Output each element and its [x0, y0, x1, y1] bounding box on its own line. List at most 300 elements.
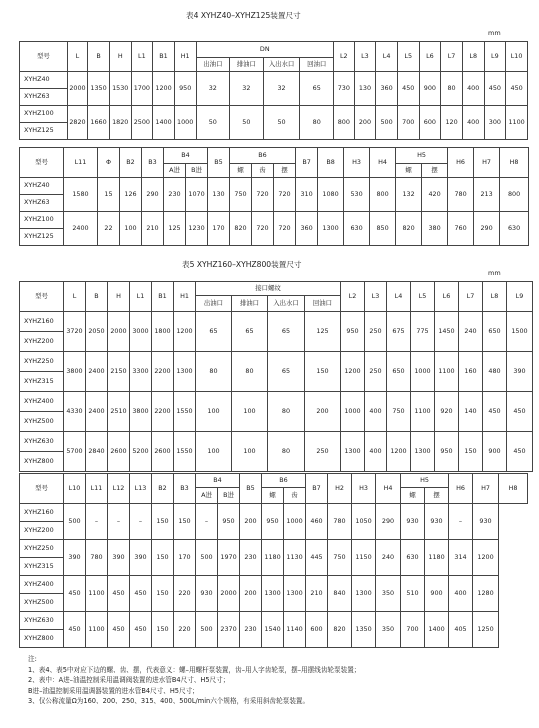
table-cell: 螺 [230, 164, 252, 178]
table-cell: 920 [435, 392, 459, 432]
table-cell: 1250 [473, 612, 499, 648]
table-cell: 780 [328, 504, 352, 540]
table-cell: H4 [376, 474, 401, 504]
table-cell: B5 [240, 474, 262, 504]
table-cell: 1820 [109, 106, 131, 140]
table-cell: – [449, 504, 473, 540]
table-cell: 900 [425, 576, 449, 612]
table-cell: 450 [397, 72, 419, 106]
table-row [20, 432, 533, 452]
note-line: B进–油温控制采用温调器装置的进水管B4尺寸、H5尺寸； [28, 686, 199, 695]
table-cell: 32 [263, 72, 300, 106]
table-cell: XYHZ400 [20, 392, 64, 412]
table-cell: 1700 [131, 72, 153, 106]
table-cell: 80 [300, 106, 334, 140]
table-cell: L1 [131, 42, 153, 72]
table5-unit: mm [488, 269, 501, 277]
table-cell: 240 [459, 312, 483, 352]
table-cell: 齿 [252, 164, 274, 178]
table-cell: 700 [397, 106, 419, 140]
table-cell: 675 [387, 312, 411, 352]
table5-part2 [19, 473, 528, 648]
table-cell: 型号 [20, 42, 68, 72]
table-cell: 450 [506, 72, 528, 106]
table-cell: 1130 [284, 540, 306, 576]
table-cell: 450 [108, 576, 130, 612]
table-cell: XYHZ40 [20, 178, 64, 195]
table-cell: 2050 [86, 312, 108, 352]
table-cell: 2510 [108, 392, 130, 432]
table-cell: XYHZ800 [20, 452, 64, 472]
table-cell: 1180 [425, 540, 449, 576]
table-cell: L10 [506, 42, 528, 72]
table-cell: 3000 [130, 312, 152, 352]
table-cell: 1970 [218, 540, 240, 576]
table-cell: XYHZ200 [20, 332, 64, 352]
table-cell: 800 [500, 178, 529, 212]
table-cell: 350 [376, 612, 401, 648]
table-cell: 接口螺纹 [196, 282, 341, 296]
table-cell: H6 [449, 474, 473, 504]
table-cell: 1100 [435, 352, 459, 392]
table-cell: 210 [306, 576, 328, 612]
table-cell: H5 [401, 474, 449, 488]
table-cell: 850 [370, 212, 396, 246]
table-cell: 摆 [425, 488, 449, 504]
table-cell: 入出水口 [263, 58, 300, 72]
table-cell: H3 [352, 474, 376, 504]
table-cell: B进 [218, 488, 240, 504]
table-cell: 630 [344, 212, 370, 246]
table-cell: L3 [354, 42, 376, 72]
table-cell: B4 [196, 474, 240, 488]
table-cell: XYHZ100 [20, 212, 64, 229]
table-cell: 1100 [86, 576, 108, 612]
table-cell: 450 [130, 576, 152, 612]
table-cell: 15 [98, 178, 120, 212]
table-cell: 排油口 [230, 58, 264, 72]
table-cell: 型号 [20, 282, 64, 312]
table-cell: 314 [449, 540, 473, 576]
table-cell: 80 [232, 352, 268, 392]
table-cell: 400 [365, 392, 387, 432]
table-cell: 445 [306, 540, 328, 576]
table-cell: L3 [365, 282, 387, 312]
table-cell: 摆 [274, 164, 296, 178]
table-cell: 100 [232, 432, 268, 472]
table-cell: 150 [459, 432, 483, 472]
table-cell: 5200 [130, 432, 152, 472]
table-cell: XYHZ500 [20, 412, 64, 432]
table-cell: 220 [174, 612, 196, 648]
table-cell: 1300 [352, 576, 376, 612]
table-cell: 405 [449, 612, 473, 648]
table-cell: 65 [196, 312, 232, 352]
table-cell: 1080 [318, 178, 344, 212]
table-cell: 800 [370, 178, 396, 212]
note-line: 2、表中：A进–油温控制采用温调阀装置的进水管B4尺寸、H5尺寸； [28, 676, 230, 685]
table-cell: 360 [376, 72, 398, 106]
table-cell: 820 [328, 612, 352, 648]
table-cell: XYHZ250 [20, 540, 64, 558]
table-cell: XYHZ250 [20, 352, 64, 372]
table-cell: 2370 [218, 612, 240, 648]
table-cell: 型号 [20, 474, 64, 504]
table-cell: 500 [376, 106, 398, 140]
table-cell: L11 [86, 474, 108, 504]
table-cell: 930 [401, 504, 425, 540]
table-cell: 500 [196, 612, 218, 648]
table-cell: 2600 [108, 432, 130, 472]
table-cell: 2840 [86, 432, 108, 472]
note-line: 注: [28, 655, 37, 663]
table-cell: XYHZ630 [20, 612, 64, 630]
table-cell: 170 [174, 540, 196, 576]
table-row [20, 72, 528, 89]
table-cell: 1580 [64, 178, 98, 212]
table-cell: 250 [305, 432, 341, 472]
table-cell: B1 [153, 42, 175, 72]
table-cell: 760 [448, 212, 474, 246]
table-cell: 510 [401, 576, 425, 612]
table-cell: 排油口 [232, 296, 268, 312]
table-cell: 螺 [396, 164, 422, 178]
table-cell: 200 [240, 576, 262, 612]
table-cell: 132 [396, 178, 422, 212]
table-cell: 230 [164, 178, 186, 212]
table-cell: L9 [484, 42, 506, 72]
table-cell: 1540 [262, 612, 284, 648]
table-cell: 480 [483, 352, 507, 392]
table-cell: XYHZ125 [20, 229, 64, 246]
table-cell: 630 [401, 540, 425, 576]
table-row [20, 392, 533, 412]
table-cell: B8 [318, 148, 344, 178]
table-cell: B进 [186, 164, 208, 178]
table-row [20, 312, 533, 332]
table-cell: L8 [483, 282, 507, 312]
table-cell: 730 [334, 72, 355, 106]
header-row [20, 282, 533, 296]
table-cell: 720 [252, 212, 274, 246]
table-cell: L12 [108, 474, 130, 504]
table-cell: 2200 [152, 392, 174, 432]
table-cell: H [109, 42, 131, 72]
table-cell: 500 [196, 540, 218, 576]
table-cell: 130 [208, 178, 230, 212]
table-cell: 930 [196, 576, 218, 612]
table-row [20, 540, 528, 558]
table-cell: 1550 [174, 392, 196, 432]
table-cell: B4 [164, 148, 208, 164]
table-cell: – [108, 504, 130, 540]
table-cell: 240 [376, 540, 401, 576]
table-cell: XYHZ63 [20, 195, 64, 212]
table-cell: 950 [435, 432, 459, 472]
table-cell: H1 [174, 282, 196, 312]
table-cell: L6 [419, 42, 441, 72]
table-cell: 720 [274, 212, 296, 246]
table-cell: 840 [328, 576, 352, 612]
table-cell: H8 [500, 148, 529, 178]
table-row [20, 504, 528, 522]
table-cell: 1300 [262, 576, 284, 612]
table-cell: 80 [196, 352, 232, 392]
table-cell: 4330 [64, 392, 86, 432]
table-cell: 450 [507, 432, 533, 472]
table-cell: XYHZ160 [20, 312, 64, 332]
table-cell: 230 [240, 612, 262, 648]
table-cell: 1300 [284, 576, 306, 612]
table-cell: 2400 [86, 392, 108, 432]
table-cell: 2600 [152, 432, 174, 472]
table-cell: 950 [341, 312, 365, 352]
notes [28, 654, 360, 707]
table-cell: L11 [64, 148, 98, 178]
table-cell: 450 [130, 612, 152, 648]
table5-part1 [19, 281, 533, 472]
table-cell: L9 [507, 282, 533, 312]
table-cell: 220 [174, 576, 196, 612]
table-cell: 450 [483, 392, 507, 432]
table-cell: 螺 [262, 488, 284, 504]
table-cell: Φ [98, 148, 120, 178]
table-cell: 1050 [352, 504, 376, 540]
table-cell: 230 [240, 540, 262, 576]
table-cell: L6 [435, 282, 459, 312]
table-cell: B7 [296, 148, 318, 178]
table-cell: 900 [419, 72, 441, 106]
table-cell: B5 [208, 148, 230, 178]
table-cell: XYHZ100 [20, 106, 68, 123]
table-cell: 390 [108, 540, 130, 576]
table-cell: XYHZ40 [20, 72, 68, 89]
table-cell: 950 [262, 504, 284, 540]
table-cell: 130 [354, 72, 376, 106]
table-cell: L [67, 42, 88, 72]
table-cell: B6 [230, 148, 296, 164]
table-cell: 齿 [284, 488, 306, 504]
table-cell: XYHZ400 [20, 576, 64, 594]
table-cell: 140 [459, 392, 483, 432]
table-cell: H8 [499, 474, 528, 504]
table-cell: 1180 [262, 540, 284, 576]
table-cell: 1280 [473, 576, 499, 612]
table-cell: 290 [142, 178, 164, 212]
table-cell: 1150 [352, 540, 376, 576]
table-cell: 720 [252, 178, 274, 212]
table-cell: B3 [174, 474, 196, 504]
table-cell: XYHZ125 [20, 123, 68, 140]
table-cell: L [64, 282, 86, 312]
table-cell: 1550 [174, 432, 196, 472]
table-cell: B2 [120, 148, 142, 178]
table-cell: 150 [152, 504, 174, 540]
table-cell: 780 [86, 540, 108, 576]
table-cell: 1500 [507, 312, 533, 352]
table-cell: 65 [268, 312, 305, 352]
table-cell: XYHZ800 [20, 630, 64, 648]
table-cell: 600 [419, 106, 441, 140]
table-cell: 950 [218, 504, 240, 540]
table-cell: 1000 [284, 504, 306, 540]
note-line: 3、仅公称流量Ω为160、200、250、315、400、500L/min六个规格，有采用斜齿轮泵装置。 [28, 697, 310, 706]
header-row [20, 42, 528, 58]
table-cell: 2400 [86, 352, 108, 392]
table-cell: 出油口 [196, 58, 230, 72]
table-cell: – [130, 504, 152, 540]
table-cell: XYHZ500 [20, 594, 64, 612]
table-cell: 125 [305, 312, 341, 352]
table-cell: 720 [274, 178, 296, 212]
table-cell: 420 [422, 178, 448, 212]
table-cell: L4 [387, 282, 411, 312]
table-cell: L13 [130, 474, 152, 504]
table-cell: 310 [296, 178, 318, 212]
table4-part1 [19, 41, 528, 140]
table-cell: 50 [196, 106, 230, 140]
table-cell: 200 [305, 392, 341, 432]
note-line: 1、表4、表5中对应下边的螺、齿、摆，代表意义：螺–用螺杆泵装置，齿–用人字齿轮泵，摆–用摆线齿轮泵装置； [28, 665, 361, 674]
table-cell: 出油口 [196, 296, 232, 312]
table4-part2 [19, 147, 529, 246]
table-cell: A进 [164, 164, 186, 178]
table-cell: H6 [448, 148, 474, 178]
table-cell: 750 [230, 178, 252, 212]
table-cell: 213 [474, 178, 500, 212]
table-cell: L2 [341, 282, 365, 312]
table-cell: 150 [174, 504, 196, 540]
table-cell: XYHZ160 [20, 504, 64, 522]
table-cell: 250 [365, 352, 387, 392]
table-cell: L5 [411, 282, 435, 312]
table-cell: 100 [232, 392, 268, 432]
table-cell: 170 [208, 212, 230, 246]
table-cell: 1530 [109, 72, 131, 106]
table-cell: 780 [448, 178, 474, 212]
table-cell: 65 [268, 352, 305, 392]
table-cell: H3 [344, 148, 370, 178]
table-cell: 200 [354, 106, 376, 140]
table-cell: 80 [268, 432, 305, 472]
table-cell: A进 [196, 488, 218, 504]
table-cell: 1140 [284, 612, 306, 648]
table-cell: 1100 [506, 106, 528, 140]
table-cell: 1300 [174, 352, 196, 392]
table-cell: 50 [230, 106, 264, 140]
table-cell: 360 [296, 212, 318, 246]
table4-unit: mm [488, 29, 501, 37]
table-cell: 150 [305, 352, 341, 392]
table-cell: 3800 [64, 352, 86, 392]
table-cell: 螺 [401, 488, 425, 504]
table-cell: 2150 [108, 352, 130, 392]
table-cell: 400 [462, 72, 484, 106]
table-cell: 120 [441, 106, 463, 140]
table-row [20, 576, 528, 594]
table-cell: 32 [230, 72, 264, 106]
table-cell: 380 [422, 212, 448, 246]
table-cell: 回油口 [300, 58, 334, 72]
table-cell: 1350 [352, 612, 376, 648]
header-row [20, 474, 528, 488]
table-cell: 700 [401, 612, 425, 648]
table-row [20, 352, 533, 372]
table-cell: 290 [376, 504, 401, 540]
table-cell: 650 [387, 352, 411, 392]
table-cell: 450 [507, 392, 533, 432]
table-cell: 390 [507, 352, 533, 392]
table-row [20, 178, 529, 195]
table-cell: 1000 [174, 106, 196, 140]
table-cell: 65 [300, 72, 334, 106]
table-cell: 100 [196, 392, 232, 432]
table-cell: 400 [365, 432, 387, 472]
table-cell: 80 [268, 392, 305, 432]
table-cell: 450 [64, 576, 86, 612]
table-cell: 150 [152, 576, 174, 612]
table-cell: – [86, 504, 108, 540]
table-cell: 1070 [186, 178, 208, 212]
table-cell: B [88, 42, 110, 72]
table-cell: 1350 [88, 72, 110, 106]
table-cell: 750 [387, 392, 411, 432]
table-cell: 450 [64, 612, 86, 648]
table-cell: H5 [396, 148, 448, 164]
table4-caption: 表4 XYHZ40–XYHZ125装置尺寸 [186, 11, 301, 20]
table-cell: 200 [240, 504, 262, 540]
table-cell: H7 [474, 148, 500, 178]
table-cell: 650 [483, 312, 507, 352]
table-cell: 950 [174, 72, 196, 106]
table-cell: 1200 [174, 312, 196, 352]
table-cell: 290 [474, 212, 500, 246]
table-cell: 2820 [67, 106, 88, 140]
table-cell: 1200 [387, 432, 411, 472]
table-cell: L8 [462, 42, 484, 72]
table-cell: 450 [108, 612, 130, 648]
table-cell: 460 [306, 504, 328, 540]
table-cell: 125 [164, 212, 186, 246]
table-cell: L7 [441, 42, 463, 72]
table-cell: L1 [130, 282, 152, 312]
table-cell: 300 [484, 106, 506, 140]
table-cell: H4 [370, 148, 396, 178]
table-cell: XYHZ63 [20, 89, 68, 106]
table-cell: 1300 [341, 432, 365, 472]
table-cell: 3300 [130, 352, 152, 392]
table-cell: H1 [174, 42, 196, 72]
table-cell: L10 [64, 474, 86, 504]
table-cell: 450 [484, 72, 506, 106]
table-cell: 1450 [435, 312, 459, 352]
table-cell: 1800 [152, 312, 174, 352]
table-cell: 3800 [130, 392, 152, 432]
table-cell: DN [196, 42, 334, 58]
table-cell: 390 [130, 540, 152, 576]
table-cell: 1100 [411, 392, 435, 432]
table-cell: 1230 [186, 212, 208, 246]
table-cell: 1000 [341, 392, 365, 432]
table-cell: – [196, 504, 218, 540]
table-cell: 250 [365, 312, 387, 352]
table-cell: H2 [328, 474, 352, 504]
table5-caption: 表5 XYHZ160–XYHZ800装置尺寸 [182, 260, 302, 269]
table-cell: 入出水口 [268, 296, 305, 312]
table-cell: B7 [306, 474, 328, 504]
table-cell: XYHZ200 [20, 522, 64, 540]
table-cell: B1 [152, 282, 174, 312]
